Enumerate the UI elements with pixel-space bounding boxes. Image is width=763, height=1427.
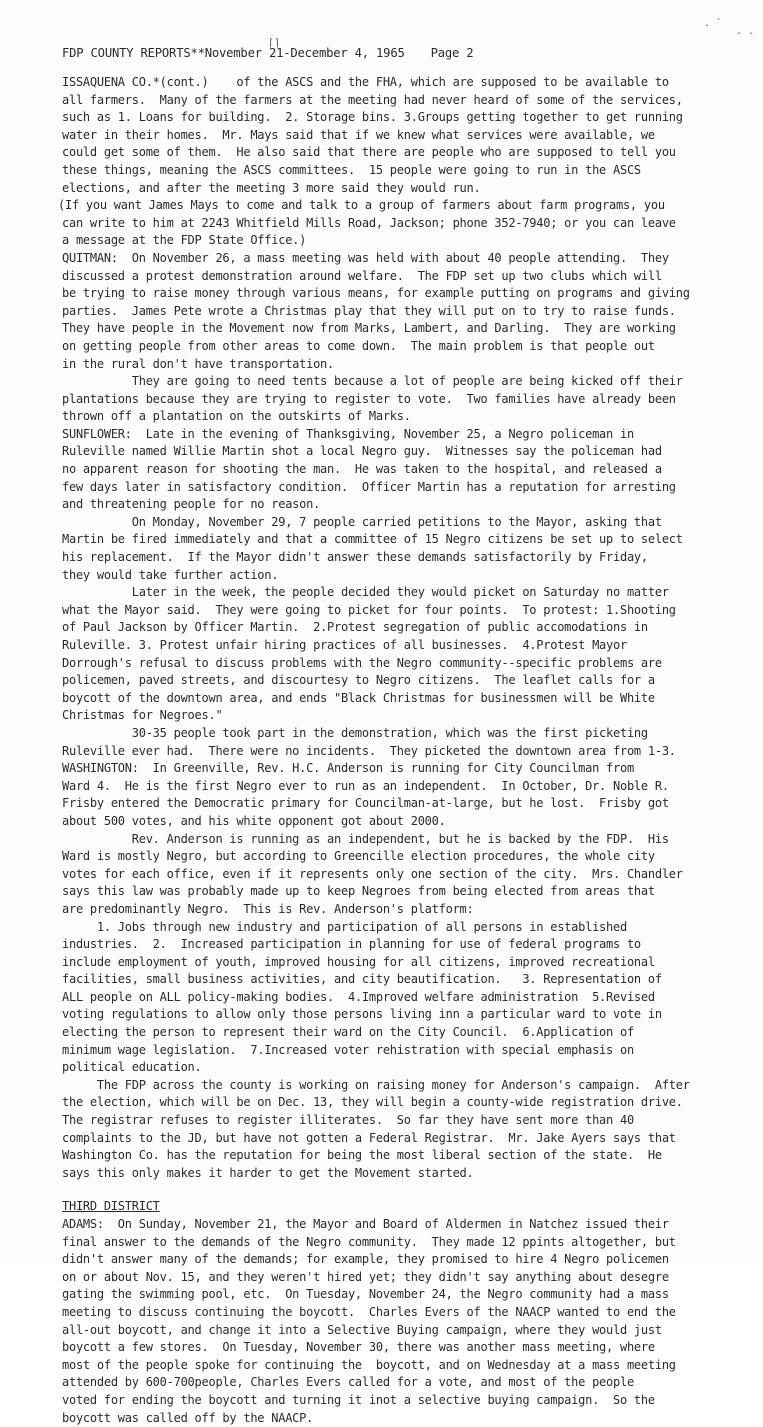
text-line: Washington Co. has the reputation for being the most liberal section of the state. He [62,1148,662,1163]
text-line: On Monday, November 29, 7 people carried petitions to the Mayor, asking that [62,514,662,529]
text-line: all-out boycott, and change it into a Selective Buying campaign, where they would just [62,1322,662,1337]
text-line: WASHINGTON: In Greenville, Rev. H.C. Anderson is running for City Councilman from [62,761,634,776]
text-line: Frisby entered the Democratic primary for Councilman-at-large, but he lost. Frisby got [62,796,669,811]
text-line: electing the person to represent their ward on the City Council. 6.Application of [62,1025,634,1040]
text-line: on or about Nov. 15, and they weren't hired yet; they didn't say anything about desegre [62,1269,669,1284]
text-line: Rev. Anderson is running as an independent, but he is backed by the FDP. His [62,831,669,846]
text-line: Ward 4. He is the first Negro ever to run as an independent. In October, Dr. Noble R. [62,778,669,793]
text-line: a message at the FDP State Office.) [62,233,307,248]
text-line: They have people in the Movement now from Marks, Lambert, and Darling. They are working [62,321,676,336]
text-line: what the Mayor said. They were going to picket for four points. To protest: 1.Shooting [62,602,676,617]
text-line: parties. James Pete wrote a Christmas play that they will put on to try to raise funds. [62,303,676,318]
text-line: can write to him at 2243 Whitfield Mills Road, Jackson; phone 352-7940; or you can leave [62,215,676,230]
text-line: QUITMAN: On November 26, a mass meeting was held with about 40 people attending. They [62,250,669,265]
text-line: 30-35 people took part in the demonstration, which was the first picketing [62,725,648,740]
text-line: boycott a few stores. On Tuesday, November 30, there was another mass meeting, where [62,1340,655,1355]
text-line: these things, meaning the ASCS committees. 15 people were going to run in the ASCS [62,162,641,177]
scan-mark: ⌈⌉ [268,38,281,49]
text-line: minimum wage legislation. 7.Increased voter rehistration with special emphasis on [62,1042,634,1057]
text-line: of Paul Jackson by Officer Martin. 2.Protest segregation of public accomodations in [62,620,648,635]
text-line: on getting people from other areas to come down. The main problem is that people out [62,338,655,353]
text-line: complaints to the JD, but have not gotten a Federal Registrar. Mr. Jake Ayers says that [62,1130,676,1145]
text-line: attended by 600-700people, Charles Evers called for a vote, and most of the people [62,1375,634,1390]
text-line: final answer to the demands of the Negro community. They made 12 ppints altogether, but [62,1234,676,1249]
page-number: Page 2 [430,46,474,60]
text-line: SUNFLOWER: Late in the evening of Thanksgiving, November 25, a Negro policeman in [62,426,634,441]
text-line: votes for each office, even if it represents only one section of the city. Mrs. Chandler [62,866,683,881]
text-line: political education. [62,1060,202,1075]
text-line: the election, which will be on Dec. 13, they will begin a county-wide registration drive. [62,1095,683,1110]
text-line: water in their homes. Mr. Mays said that if we knew what services were available, we [62,127,655,142]
text-line: says this law was probably made up to keep Negroes from being elected from areas that [62,884,655,899]
text-line: his replacement. If the Mayor didn't answer these demands satisfactorily by Friday, [62,550,648,565]
text-line: meeting to discuss continuing the boycott. Charles Evers of the NAACP wanted to end the [62,1304,676,1319]
text-line: Later in the week, the people decided they would picket on Saturday no matter [62,585,669,600]
text-line: they would take further action. [62,567,279,582]
text-line: in the rural don't have transportation. [62,356,335,371]
header-title: FDP COUNTY REPORTS**November 21-December 4, 1965 [62,46,405,60]
text-line: are predominantly Negro. This is Rev. Anderson's platform: [62,901,474,916]
text-line: ADAMS: On Sunday, November 21, the Mayor and Board of Aldermen in Natchez issued their [62,1217,669,1231]
text-line: policemen, paved streets, and discourtesy to Negro citizens. The leaflet calls for a [62,673,655,688]
text-line: Ruleville. 3. Protest unfair hiring practices of all businesses. 4.Protest Mayor [62,638,627,652]
text-line: Ward is mostly Negro, but according to Greencille election procedures, the whole city [62,849,655,864]
scan-mark: . ` [704,18,723,29]
text-line: all farmers. Many of the farmers at the meeting had never heard of some of the services, [62,92,683,107]
text-line: and threatening people for no reason. [62,497,321,512]
text-line: boycott of the downtown area, and ends "Black Christmas for businessmen will be White [62,690,655,705]
text-line: 1. Jobs through new industry and participation of all persons in established [62,919,627,934]
text-line: Christmas for Negroes." [62,708,223,723]
text-line: voting regulations to allow only those persons living inn a particular ward to vote in [62,1007,662,1022]
text-line: be trying to raise money through various means, for example putting on programs and giving [62,286,690,301]
text-line: Ruleville ever had. There were no incidents. They picketed the downtown area from 1-3. [62,743,676,758]
text-line: few days later in satisfactory condition. Officer Martin has a reputation for arresting [62,479,676,494]
text-line: elections, and after the meeting 3 more said they would run. [62,180,481,195]
text-line: no apparent reason for shooting the man. He was taken to the hospital, and released a [62,462,662,477]
text-line: plantations because they are trying to register to vote. Two families have already been [62,391,676,406]
text-line: include employment of youth, improved housing for all citizens, improved recreational [62,954,655,969]
text-line: says this only makes it harder to get the Movement started. [62,1165,474,1180]
text-line: Ruleville named Willie Martin shot a local Negro guy. Witnesses say the policeman had [62,444,662,459]
text-line: They are going to need tents because a lot of people are being kicked off their [62,374,683,389]
text-line: about 500 votes, and his white opponent got about 2000. [62,813,446,828]
text-line: Martin be fired immediately and that a committee of 15 Negro citizens be set up to select [62,532,683,547]
report-body [0,74,763,1427]
text-line: (If you want James Mays to come and talk to a group of farmers about farm programs, you [58,198,665,213]
text-line: didn't answer many of the demands; for example, they promised to hire 4 Negro policemen [62,1252,669,1267]
scan-mark: - - [736,28,755,39]
text-line: discussed a protest demonstration around welfare. The FDP set up two clubs which will [62,268,662,283]
text-line: could get some of them. He also said that there are people who are supposed to tell you [62,145,676,160]
text-line: The FDP across the county is working on raising money for Anderson's campaign. After [62,1077,690,1092]
text-line: facilities, small business activities, and city beautification. 3. Representation of [62,972,662,987]
text-line: most of the people spoke for continuing the boycott, and on Wednesday at a mass meeting [62,1357,676,1372]
text-line: ISSAQUENA CO.*(cont.) of the ASCS and the FHA, which are supposed to be available to [62,75,669,89]
text-line: voted for ending the boycott and turning it inot a selective buying campaign. So the [62,1392,655,1407]
text-line: boycott was called off by the NAACP. [62,1410,314,1425]
paragraph-gap [0,1182,763,1198]
text-line: Dorrough's refusal to discuss problems with the Negro community--specific problems are [62,655,662,670]
text-line: thrown off a plantation on the outskirts of Marks. [62,409,411,424]
section-heading: THIRD DISTRICT [62,1199,160,1214]
text-line: industries. 2. Increased participation in planning for use of federal programs to [62,937,641,952]
text-line: gating the swimming pool, etc. On Tuesday, November 24, the Negro community had a mass [62,1287,669,1302]
text-line: ALL people on ALL policy-making bodies. 4.Improved welfare administration 5.Revised [62,989,655,1004]
text-line: such as 1. Loans for building. 2. Storage bins. 3.Groups getting together to get running [62,110,683,125]
text-line: The registrar refuses to register illiterates. So far they have sent more than 40 [62,1113,634,1128]
